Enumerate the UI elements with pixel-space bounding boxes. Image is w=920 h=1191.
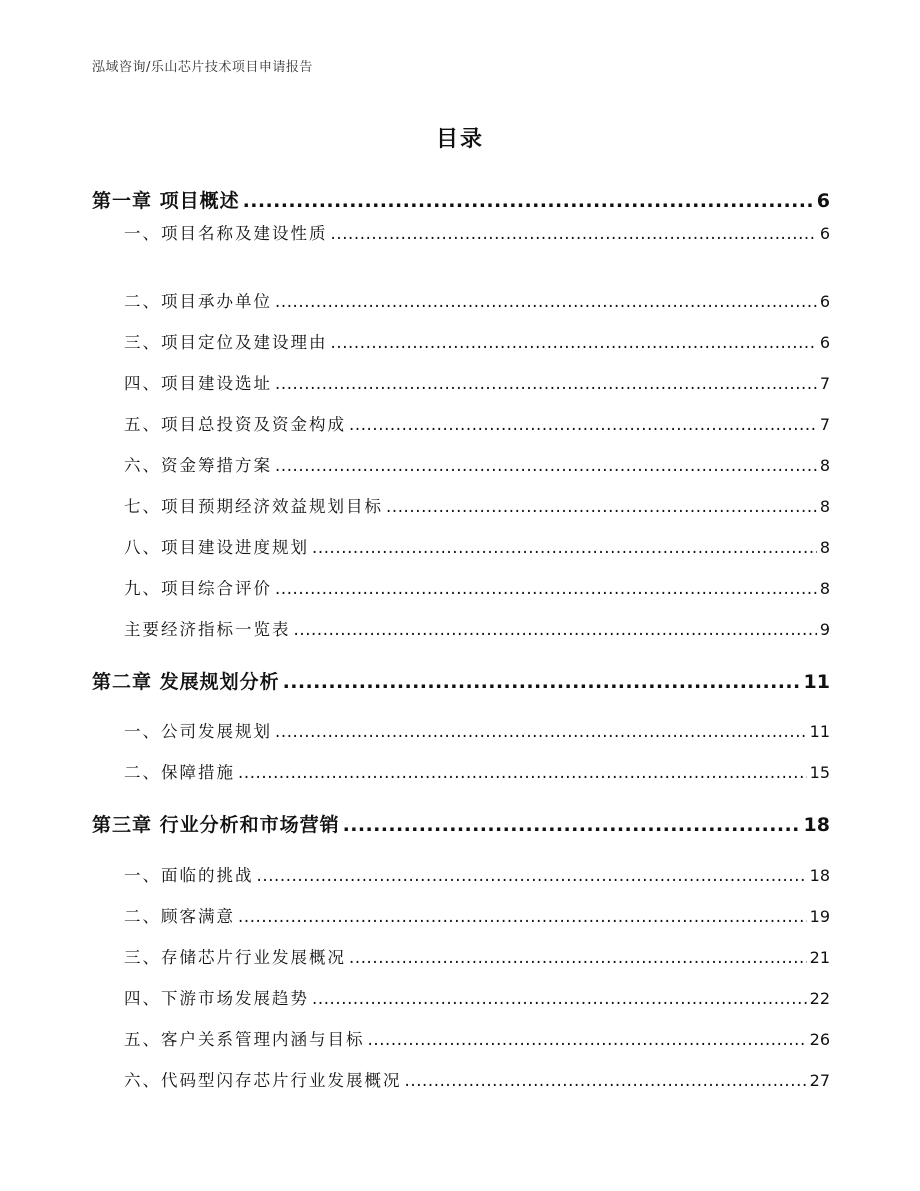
toc-leader-dots <box>257 866 807 885</box>
toc-page-number: 11 <box>803 671 830 693</box>
toc-section-1-2[interactable] <box>124 288 830 312</box>
toc-leader-dots <box>275 292 817 311</box>
toc-section-label: 顾客满意 <box>161 907 235 926</box>
toc-leader-dots <box>312 989 807 1008</box>
toc-section-3-3[interactable] <box>124 944 830 968</box>
toc-page-number: 11 <box>809 722 830 741</box>
toc-leader-dots <box>349 415 817 434</box>
toc-section-label: 代码型闪存芯片行业发展概况 <box>161 1071 402 1090</box>
toc-section-number: 二、 <box>124 763 161 782</box>
toc-page-number: 18 <box>803 814 830 836</box>
toc-section-number: 五、 <box>124 1030 161 1049</box>
toc-section-3-6[interactable] <box>124 1067 830 1091</box>
toc-section-number: 一、 <box>124 866 161 885</box>
toc-section-1-5[interactable] <box>124 411 830 435</box>
toc-leader-dots <box>294 620 817 639</box>
toc-section-number: 四、 <box>124 374 161 393</box>
toc-leader-dots <box>243 190 814 212</box>
toc-leader-dots <box>238 763 807 782</box>
toc-page-number: 6 <box>819 224 830 243</box>
toc-section-3-4[interactable] <box>124 985 830 1009</box>
toc-section-3-1[interactable] <box>124 862 830 886</box>
toc-section-label: 公司发展规划 <box>161 722 272 741</box>
toc-section-label: 客户关系管理内涵与目标 <box>161 1030 365 1049</box>
toc-section-label: 项目建设进度规划 <box>161 538 309 557</box>
toc-section-label: 项目定位及建设理由 <box>161 333 328 352</box>
running-header: 泓域咨询/乐山芯片技术项目申请报告 <box>92 60 313 75</box>
toc-page-number: 27 <box>809 1071 830 1090</box>
toc-section-label: 下游市场发展趋势 <box>161 989 309 1008</box>
toc-section-number: 五、 <box>124 415 161 434</box>
toc-chapter-2[interactable] <box>92 667 830 694</box>
toc-section-1-7[interactable] <box>124 493 830 517</box>
toc-section-number: 九、 <box>124 579 161 598</box>
toc-section-3-5[interactable] <box>124 1026 830 1050</box>
toc-leader-dots <box>275 374 817 393</box>
toc-page-number: 19 <box>809 907 830 926</box>
toc-page-number: 8 <box>819 538 830 557</box>
toc-section-label: 存储芯片行业发展概况 <box>161 948 346 967</box>
toc-leader-dots <box>368 1030 807 1049</box>
toc-section-1-4[interactable] <box>124 370 830 394</box>
toc-page-number: 6 <box>816 190 830 212</box>
toc-section-1-10[interactable] <box>124 616 830 640</box>
toc-leader-dots <box>343 814 801 836</box>
toc-section-label: 项目综合评价 <box>161 579 272 598</box>
toc-leader-dots <box>386 497 817 516</box>
toc-section-2-1[interactable] <box>124 718 830 742</box>
toc-section-label: 项目名称及建设性质 <box>161 224 328 243</box>
toc-section-label: 资金筹措方案 <box>161 456 272 475</box>
toc-leader-dots <box>331 224 817 243</box>
toc-leader-dots <box>349 948 807 967</box>
toc-section-label: 项目承办单位 <box>161 292 272 311</box>
toc-page-number: 22 <box>809 989 830 1008</box>
toc-section-number: 四、 <box>124 989 161 1008</box>
toc-page-number: 8 <box>819 456 830 475</box>
toc-leader-dots <box>238 907 807 926</box>
toc-section-number: 三、 <box>124 333 161 352</box>
toc-page-number: 7 <box>819 415 830 434</box>
toc-title: 目录 <box>435 127 484 152</box>
toc-page-number: 8 <box>819 579 830 598</box>
toc-leader-dots <box>405 1071 807 1090</box>
toc-section-1-8[interactable] <box>124 534 830 558</box>
toc-section-2-2[interactable] <box>124 759 830 783</box>
toc-section-number: 二、 <box>124 907 161 926</box>
toc-section-label: 面临的挑战 <box>161 866 254 885</box>
toc-page-number: 8 <box>819 497 830 516</box>
toc-page-number: 6 <box>819 333 830 352</box>
toc-leader-dots <box>275 456 817 475</box>
toc-leader-dots <box>312 538 817 557</box>
toc-page-number: 6 <box>819 292 830 311</box>
toc-section-number: 六、 <box>124 456 161 475</box>
toc-page-number: 9 <box>819 620 830 639</box>
toc-chapter-label: 第三章 行业分析和市场营销 <box>92 814 340 836</box>
toc-page-number: 21 <box>809 948 830 967</box>
toc-leader-dots <box>275 579 817 598</box>
toc-leader-dots <box>283 671 801 693</box>
toc-chapter-1[interactable] <box>92 186 830 213</box>
toc-section-number: 二、 <box>124 292 161 311</box>
toc-section-number: 七、 <box>124 497 161 516</box>
toc-chapter-3[interactable] <box>92 810 830 837</box>
toc-page-number: 7 <box>819 374 830 393</box>
toc-section-1-6[interactable] <box>124 452 830 476</box>
toc-section-label: 项目预期经济效益规划目标 <box>161 497 383 516</box>
toc-section-1-1[interactable] <box>124 220 830 244</box>
toc-chapter-label: 第一章 项目概述 <box>92 190 240 212</box>
toc-section-number: 一、 <box>124 224 161 243</box>
toc-section-number: 一、 <box>124 722 161 741</box>
toc-leader-dots <box>331 333 817 352</box>
toc-section-label: 保障措施 <box>161 763 235 782</box>
toc-section-number: 八、 <box>124 538 161 557</box>
toc-page-number: 26 <box>809 1030 830 1049</box>
toc-page-number: 18 <box>809 866 830 885</box>
toc-section-label: 项目建设选址 <box>161 374 272 393</box>
toc-page-number: 15 <box>809 763 830 782</box>
toc-section-number: 三、 <box>124 948 161 967</box>
toc-section-1-3[interactable] <box>124 329 830 353</box>
toc-leader-dots <box>275 722 807 741</box>
toc-chapter-label: 第二章 发展规划分析 <box>92 671 280 693</box>
toc-section-label: 项目总投资及资金构成 <box>161 415 346 434</box>
toc-section-3-2[interactable] <box>124 903 830 927</box>
toc-section-1-9[interactable] <box>124 575 830 599</box>
toc-section-label: 主要经济指标一览表 <box>124 620 291 639</box>
toc-section-number: 六、 <box>124 1071 161 1090</box>
